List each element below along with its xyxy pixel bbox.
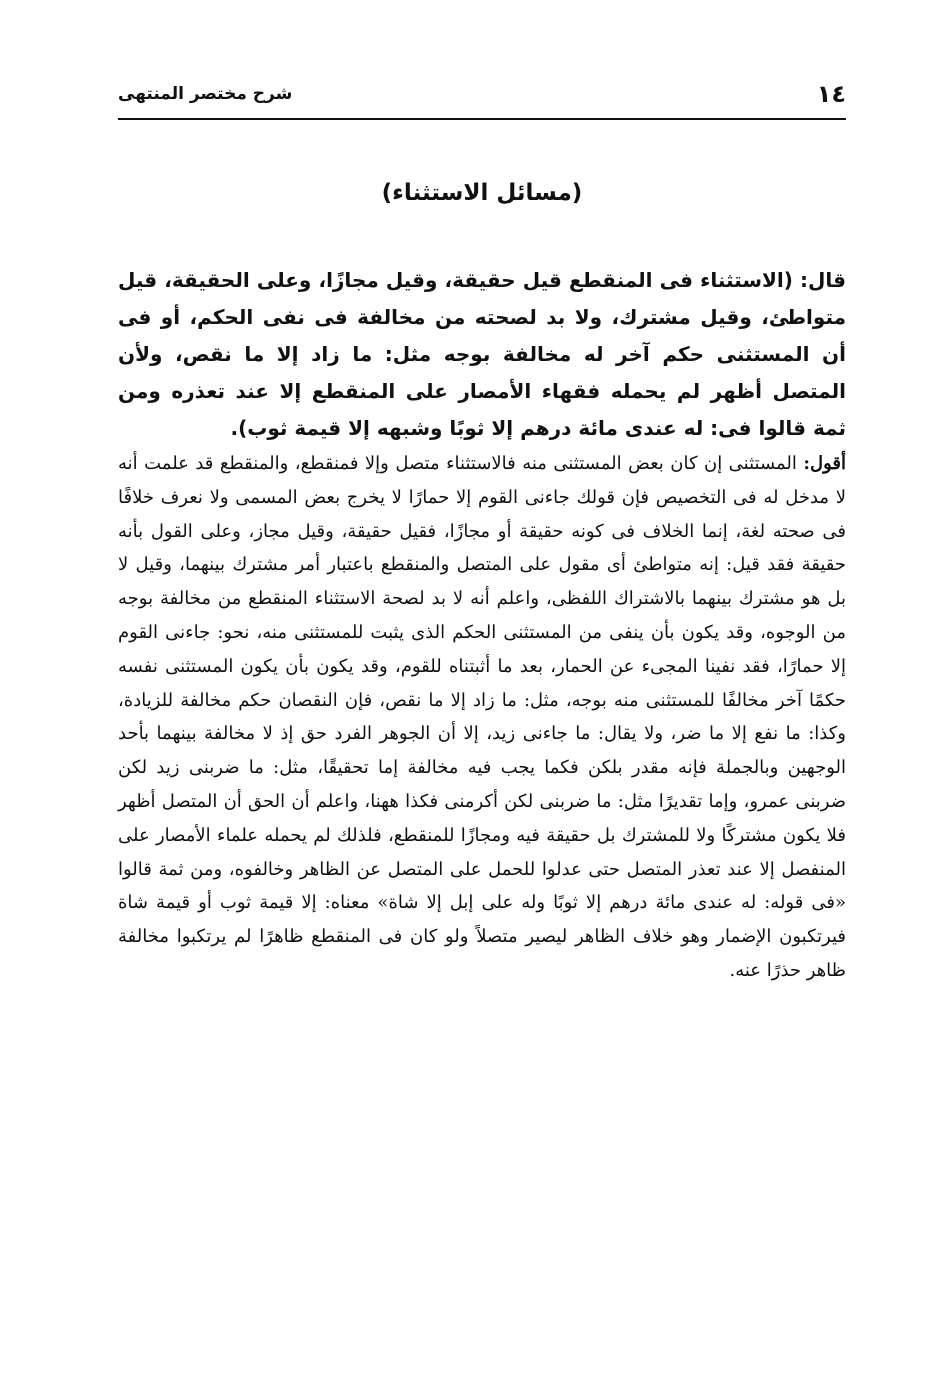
- quote-lead-word: قال:: [800, 268, 846, 292]
- commentary-text: المستثنى إن كان بعض المستثنى منه فالاستثناء متصل وإلا فمنقطع، والمنقطع قد علمت أنه لا مدخل له فى التخصيص فإن قولك جاءنى القوم إلا حمارًا لا يخرج بعض المسمى ولا نعرف خلافًا فى صحته لغة، إنما الخلاف فى كونه حقيقة أو مجازًا، فقيل حقيقة، وقيل مجاز، وعلى القول بأنه حقيقة فقد قيل: إنه متواطئ أى مقول على المتصل والمنقطع باعتبار أمر مشترك بينهما، وقيل لا بل هو مشترك بينهما بالاشتراك اللفظى، واعلم أنه لا بد لصحة الاستثناء المنقطع من مخالفة بوجه من الوجوه، وقد يكون بأن ينفى من المستثنى الحكم الذى يثبت للمستثنى منه، نحو: جاءنى القوم إلا حمارًا، فقد نفينا المجىء عن الحمار، بعد ما أثبتناه للقوم، وقد يكون بأن يكون المستثنى نفسه حكمًا آخر مخالفًا للمستثنى منه بوجه، مثل: ما زاد إلا ما نقص، فإن النقصان حكم مخالفة للزيادة، وكذا: ما نفع إلا ما ضر، ولا يقال: ما جاءنى زيد، إلا أن الجوهر الفرد حق إذ لا مخالفة بينهما بأحد الوجهين وبالجملة فإنه مقدر بلكن فكما يجب فيه مخالفة إما تحقيقًا، مثل: ما ضربنى زيد لكن ضربنى عمرو، وإما تقديرًا مثل: ما ضربنى لكن أكرمنى فكذا ههنا، واعلم أن الحق أن المتصل أظهر فلا يكون مشتركًا ولا للمشترك بل حقيقة فيه ومجازًا للمنقطع، فلذلك لم يحمله علماء الأمصار على المنفصل إلا عند تعذر المتصل حتى عدلوا للحمل على المتصل عن الظاهر وخالفوه، ومن ثمة قالوا «فى قوله: له عندى مائة درهم إلا ثوبًا وله على إبل إلا شاة» معناه: إلا قيمة ثوب أو قيمة شاة فيرتكبون الإضمار وهو خلاف الظاهر ليصير متصلاً ولو كان فى المنقطع ظاهرًا لم يرتكبوا مخالفة ظاهر حذرًا عنه.: [118, 453, 846, 981]
- commentary-lead-word: أقول:: [803, 453, 846, 474]
- quote-text: (الاستثناء فى المنقطع قيل حقيقة، وقيل مجازًا، وعلى الحقيقة، قيل متواطئ، وقيل مشترك، ولا بد لصحته من مخالفة فى نفى الحكم، أو فى أن المستثنى حكم آخر له مخالفة بوجه مثل: ما زاد إلا ما نقص، ولأن المتصل أظهر لم يحمله فقهاء الأمصار على المنقطع إلا عند تعذره ومن ثمة قالوا فى: له عندى مائة درهم إلا ثوبًا وشبهه إلا قيمة ثوب).: [118, 268, 846, 440]
- running-title: شرح مختصر المنتهى: [118, 84, 293, 104]
- page-header: [118, 78, 846, 120]
- author-quote-paragraph: [118, 262, 846, 447]
- section-title: (مسائل الاستثناء): [381, 180, 583, 206]
- page-number: ١٤: [816, 80, 846, 108]
- body-text: [118, 262, 846, 988]
- commentary-paragraph: [118, 447, 846, 988]
